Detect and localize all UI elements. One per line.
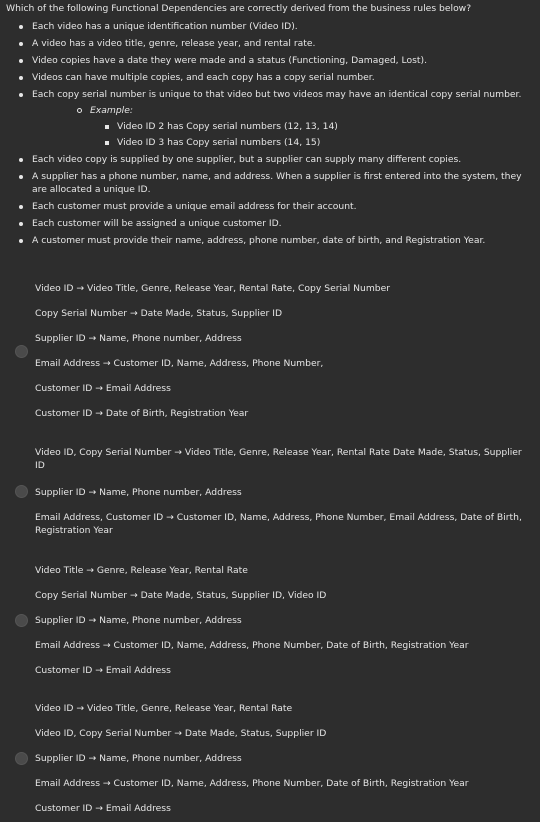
fd-line: Copy Serial Number → Date Made, Status, Supplier ID, Video ID (35, 590, 327, 601)
fd-line: Video ID, Copy Serial Number → Video Title, Genre, Release Year, Rental Rate Date Made, Status, Supplier ID (35, 447, 522, 471)
bullet-icon (19, 42, 23, 46)
example-item: Video ID 2 has Copy serial numbers (12, 13, 14) (32, 120, 528, 133)
fd-line: Supplier ID → Name, Phone number, Address (35, 615, 242, 626)
bullet-icon (19, 175, 23, 179)
bullet-icon (19, 205, 23, 209)
radio-button[interactable] (15, 752, 28, 765)
answer-option-b[interactable] (0, 444, 540, 540)
answer-option-c[interactable] (0, 562, 540, 682)
fd-line: Supplier ID → Name, Phone number, Address (35, 487, 242, 498)
rule-item: A video has a video title, genre, release year, and rental rate. (0, 37, 540, 50)
fd-line: Customer ID → Email Address (35, 383, 171, 394)
fd-line: Customer ID → Email Address (35, 665, 171, 676)
example-block (32, 104, 528, 149)
example-item: Video ID 3 has Copy serial numbers (14, 15) (32, 136, 528, 149)
rule-item: A customer must provide their name, address, phone number, date of birth, and Registration Year. (0, 234, 540, 247)
radio-button[interactable] (15, 345, 28, 358)
bullet-icon (19, 158, 23, 162)
fd-line: Video ID → Video Title, Genre, Release Year, Rental Rate, Copy Serial Number (35, 283, 391, 294)
fd-line: Email Address → Customer ID, Name, Address, Phone Number, (35, 358, 324, 369)
fd-line: Video ID → Video Title, Genre, Release Year, Rental Rate (35, 703, 293, 714)
rule-item: Each copy serial number is unique to that video but two videos may have an identical copy serial number. Example: Video ID 2 has Copy serial numbers (12, 13, 14) Video ID 3 has Copy serial numbers (14, 15) (0, 88, 540, 149)
rule-item: A supplier has a phone number, name, and address. When a supplier is first entered into the system, they are allocated a unique ID. (0, 170, 540, 196)
circle-bullet-icon (77, 108, 82, 113)
bullet-icon (19, 222, 23, 226)
radio-button[interactable] (15, 614, 28, 627)
fd-line: Video Title → Genre, Release Year, Rental Rate (35, 565, 248, 576)
answer-option-a[interactable] (0, 280, 540, 422)
fd-line: Customer ID → Date of Birth, Registration Year (35, 408, 249, 419)
square-bullet-icon (105, 125, 109, 129)
radio-button[interactable] (15, 485, 28, 498)
bullet-icon (19, 93, 23, 97)
bullet-icon (19, 76, 23, 80)
fd-line: Email Address → Customer ID, Name, Address, Phone Number, Date of Birth, Registration Year (35, 640, 469, 651)
rule-item: Each video has a unique identification number (Video ID). (0, 20, 540, 33)
fd-line: Supplier ID → Name, Phone number, Address (35, 333, 242, 344)
fd-line: Customer ID → Email Address (35, 803, 171, 814)
bullet-icon (19, 25, 23, 29)
square-bullet-icon (105, 141, 109, 145)
bullet-icon (19, 239, 23, 243)
answer-option-d[interactable] (0, 700, 540, 820)
example-label: Example: (32, 104, 528, 117)
rule-item: Videos can have multiple copies, and each copy has a copy serial number. (0, 71, 540, 84)
question-text: Which of the following Functional Dependencies are correctly derived from the business rules below? (6, 3, 472, 14)
rule-item: Each customer must provide a unique email address for their account. (0, 200, 540, 213)
fd-line: Supplier ID → Name, Phone number, Address (35, 753, 242, 764)
bullet-icon (19, 59, 23, 63)
rule-item: Video copies have a date they were made and a status (Functioning, Damaged, Lost). (0, 54, 540, 67)
fd-line: Email Address → Customer ID, Name, Address, Phone Number, Date of Birth, Registration Year (35, 778, 469, 789)
fd-line: Video ID, Copy Serial Number → Date Made, Status, Supplier ID (35, 728, 327, 739)
rule-item: Each video copy is supplied by one supplier, but a supplier can supply many different copies. (0, 153, 540, 166)
fd-line: Copy Serial Number → Date Made, Status, Supplier ID (35, 308, 283, 319)
fd-line: Email Address, Customer ID → Customer ID, Name, Address, Phone Number, Email Address, Date of Birth, Registration Year (35, 512, 522, 536)
business-rules-list (0, 20, 540, 251)
rule-item: Each customer will be assigned a unique customer ID. (0, 217, 540, 230)
